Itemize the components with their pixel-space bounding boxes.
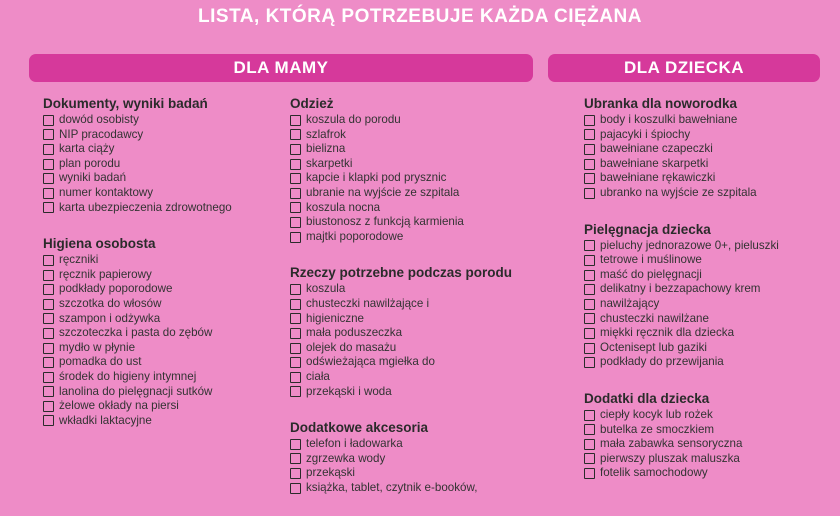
checklist-item-label: higieniczne bbox=[306, 311, 365, 325]
checklist-section bbox=[290, 420, 542, 495]
checklist-item-label: ręcznik papierowy bbox=[59, 267, 152, 281]
checklist-item bbox=[290, 171, 542, 186]
checklist-item bbox=[43, 268, 273, 283]
checklist-section bbox=[584, 222, 820, 370]
checklist-item-label: tetrowe i muślinowe bbox=[600, 253, 702, 267]
checklist-item-label: szczoteczka i pasta do zębów bbox=[59, 326, 213, 340]
checklist-item bbox=[584, 466, 820, 481]
checklist-section bbox=[584, 96, 820, 201]
checklist-item bbox=[584, 408, 820, 423]
checkbox[interactable] bbox=[584, 270, 595, 281]
checklist-item-label: szampon i odżywka bbox=[59, 311, 161, 325]
checkbox[interactable] bbox=[584, 255, 595, 266]
checklist-item-label: odświeżająca mgiełka do bbox=[306, 355, 435, 369]
checklist-item bbox=[584, 312, 820, 327]
checkbox[interactable] bbox=[43, 343, 54, 354]
section-title: Pielęgnacja dziecka bbox=[584, 221, 711, 237]
checkbox[interactable] bbox=[584, 439, 595, 450]
checklist-section bbox=[290, 265, 542, 399]
checkbox[interactable] bbox=[43, 372, 54, 383]
checkbox[interactable] bbox=[290, 144, 301, 155]
checklist-item bbox=[584, 239, 820, 254]
checklist-item-label: mała poduszeczka bbox=[306, 326, 403, 340]
checkbox[interactable] bbox=[584, 159, 595, 170]
checklist-item-label: pajacyki i śpiochy bbox=[600, 127, 691, 141]
checkbox[interactable] bbox=[290, 357, 301, 368]
checklist-item bbox=[290, 370, 542, 385]
section-title: Rzeczy potrzebne podczas porodu bbox=[290, 265, 513, 281]
checklist-item-label: pieluchy jednorazowe 0+, pieluszki bbox=[600, 238, 779, 252]
checklist-item-label: olejek do masażu bbox=[306, 340, 397, 354]
section-title: Ubranka dla noworodka bbox=[584, 96, 738, 111]
checklist-item-label: NIP pracodawcy bbox=[59, 127, 144, 141]
checkbox[interactable] bbox=[290, 299, 301, 310]
checklist-item bbox=[43, 370, 273, 385]
checklist-item-label: majtki poporodowe bbox=[306, 229, 404, 243]
checklist-item-label: zgrzewka wody bbox=[306, 451, 386, 465]
checkbox[interactable] bbox=[290, 188, 301, 199]
banner-dla-dziecka: DLA DZIECKA bbox=[548, 54, 820, 82]
checklist-item bbox=[290, 128, 542, 143]
checklist-item bbox=[584, 186, 820, 201]
checklist-item bbox=[290, 481, 542, 496]
checklist-item bbox=[290, 113, 542, 128]
checkbox[interactable] bbox=[584, 357, 595, 368]
checklist-item bbox=[290, 142, 542, 157]
checklist-item bbox=[290, 201, 542, 216]
checklist-item-label: maść do pielęgnacji bbox=[600, 267, 702, 281]
checkbox[interactable] bbox=[584, 188, 595, 199]
checklist-item bbox=[43, 186, 273, 201]
checklist-item bbox=[43, 385, 273, 400]
checklist-item bbox=[43, 326, 273, 341]
checkbox[interactable] bbox=[290, 328, 301, 339]
checklist-section bbox=[43, 96, 273, 215]
checkbox[interactable] bbox=[43, 255, 54, 266]
checklist-item-label: butelka ze smoczkiem bbox=[600, 422, 715, 436]
checklist-item bbox=[290, 355, 542, 370]
checklist-item-label: koszula bbox=[306, 282, 346, 296]
checklist-item-label: chusteczki nawilżane bbox=[600, 311, 709, 325]
checkbox[interactable] bbox=[584, 343, 595, 354]
checkbox[interactable] bbox=[290, 372, 301, 383]
checkbox[interactable] bbox=[290, 386, 301, 397]
checkbox[interactable] bbox=[43, 188, 54, 199]
checklist-item bbox=[584, 341, 820, 356]
checkbox[interactable] bbox=[43, 284, 54, 295]
checklist-item-label: ręczniki bbox=[59, 253, 99, 267]
banner-dla-mamy: DLA MAMY bbox=[29, 54, 533, 82]
checklist-item-label: ubranko na wyjście ze szpitala bbox=[600, 185, 757, 199]
checkbox[interactable] bbox=[584, 328, 595, 339]
checkbox[interactable] bbox=[584, 313, 595, 324]
checklist-item-label: fotelik samochodowy bbox=[600, 466, 708, 480]
checklist-item-label: karta ciąży bbox=[59, 142, 115, 156]
checkbox[interactable] bbox=[584, 284, 595, 295]
checkbox[interactable] bbox=[43, 202, 54, 213]
checklist-item-label: kapcie i klapki pod prysznic bbox=[306, 171, 447, 185]
checkbox[interactable] bbox=[43, 313, 54, 324]
checkbox[interactable] bbox=[43, 299, 54, 310]
checklist-item bbox=[584, 268, 820, 283]
checkbox[interactable] bbox=[43, 386, 54, 397]
section-title: Dokumenty, wyniki badań bbox=[43, 96, 208, 111]
checklist-item bbox=[43, 312, 273, 327]
checklist-item-label: wkładki laktacyjne bbox=[59, 413, 152, 427]
checklist-item bbox=[43, 128, 273, 143]
checkbox[interactable] bbox=[584, 129, 595, 140]
section-title: Higiena osobosta bbox=[43, 236, 156, 252]
checkbox[interactable] bbox=[43, 357, 54, 368]
checkbox[interactable] bbox=[290, 343, 301, 354]
checklist-item-label: bielizna bbox=[306, 142, 346, 156]
checklist-item bbox=[290, 297, 542, 312]
column-dziecko bbox=[584, 96, 820, 502]
checklist-item-label: bawełniane skarpetki bbox=[600, 156, 709, 170]
checklist-item-label: koszula do porodu bbox=[306, 113, 401, 126]
checklist-item bbox=[43, 142, 273, 157]
checkbox[interactable] bbox=[43, 159, 54, 170]
checklist-item bbox=[584, 297, 820, 312]
checklist-item bbox=[43, 171, 273, 186]
checkbox[interactable] bbox=[43, 328, 54, 339]
checklist-item bbox=[43, 399, 273, 414]
checklist-item-label: podkłady do przewijania bbox=[600, 355, 724, 369]
checklist-item-label: dowód osobisty bbox=[59, 113, 139, 126]
checkbox[interactable] bbox=[43, 115, 54, 126]
checkbox[interactable] bbox=[290, 232, 301, 243]
checklist-item-label: koszula nocna bbox=[306, 200, 381, 214]
checklist-item bbox=[584, 437, 820, 452]
checklist-item bbox=[43, 282, 273, 297]
section-title: Dodatki dla dziecka bbox=[584, 390, 710, 406]
checklist-item bbox=[584, 452, 820, 467]
checklist-item-label: skarpetki bbox=[306, 156, 353, 170]
checklist-item bbox=[584, 142, 820, 157]
checklist-item bbox=[43, 341, 273, 356]
checklist-item-label: wyniki badań bbox=[59, 171, 127, 185]
checklist-item-label: nawilżający bbox=[600, 296, 660, 310]
checklist-item-label: żelowe okłady na piersi bbox=[59, 399, 179, 413]
checkbox[interactable] bbox=[290, 453, 301, 464]
checklist-item bbox=[43, 355, 273, 370]
checkbox[interactable] bbox=[584, 173, 595, 184]
checklist-item bbox=[290, 385, 542, 400]
checkbox[interactable] bbox=[584, 410, 595, 421]
checklist-item-label: bawełniane czapeczki bbox=[600, 142, 713, 156]
checklist-item-label: delikatny i bezzapachowy krem bbox=[600, 282, 761, 296]
checklist-item-label: chusteczki nawilżające i bbox=[306, 296, 430, 310]
checkbox[interactable] bbox=[290, 159, 301, 170]
checklist-item-label: body i koszulki bawełniane bbox=[600, 113, 738, 126]
checklist-item bbox=[43, 157, 273, 172]
checklist-item-label: ubranie na wyjście ze szpitala bbox=[306, 185, 460, 199]
checklist-item-label: mydło w płynie bbox=[59, 340, 136, 354]
checklist-item bbox=[584, 157, 820, 172]
page-title: LISTA, KTÓRĄ POTRZEBUJE KAŻDA CIĘŻANA bbox=[198, 6, 642, 27]
checklist-item bbox=[290, 452, 542, 467]
checklist-item-label: bawełniane rękawiczki bbox=[600, 171, 716, 185]
column-mama-2 bbox=[290, 96, 542, 516]
checklist-item-label: karta ubezpieczenia zdrowotnego bbox=[59, 200, 232, 214]
checkbox[interactable] bbox=[290, 483, 301, 494]
checkbox[interactable] bbox=[43, 415, 54, 426]
checklist-item bbox=[290, 282, 542, 297]
checklist-item bbox=[584, 282, 820, 297]
checklist-item-label: środek do higieny intymnej bbox=[59, 369, 197, 383]
checkbox[interactable] bbox=[43, 401, 54, 412]
checkbox[interactable] bbox=[290, 115, 301, 126]
checkbox[interactable] bbox=[43, 270, 54, 281]
checklist-item-label: pierwszy pluszak maluszka bbox=[600, 451, 740, 465]
checklist-item-label: telefon i ładowarka bbox=[306, 437, 403, 451]
checklist-item bbox=[584, 128, 820, 143]
checklist-item-label: plan porodu bbox=[59, 156, 121, 170]
checklist-item bbox=[43, 253, 273, 268]
checklist-item bbox=[290, 312, 542, 327]
checkbox[interactable] bbox=[584, 299, 595, 310]
checklist-item bbox=[584, 253, 820, 268]
checklist-item bbox=[290, 230, 542, 245]
checkbox[interactable] bbox=[290, 173, 301, 184]
checkbox[interactable] bbox=[584, 424, 595, 435]
checklist-item bbox=[43, 113, 273, 128]
checklist-item bbox=[43, 201, 273, 216]
checkbox[interactable] bbox=[584, 453, 595, 464]
checkbox[interactable] bbox=[584, 115, 595, 126]
checkbox[interactable] bbox=[584, 144, 595, 155]
section-title: Dodatkowe akcesoria bbox=[290, 420, 429, 436]
checklist-item-label: lanolina do pielęgnacji sutków bbox=[59, 384, 213, 398]
checklist-item bbox=[584, 113, 820, 128]
checkbox[interactable] bbox=[43, 144, 54, 155]
checklist-section bbox=[290, 96, 542, 244]
checklist-item bbox=[43, 297, 273, 312]
checklist-item bbox=[584, 326, 820, 341]
checklist-item bbox=[584, 171, 820, 186]
checklist-item-label: numer kontaktowy bbox=[59, 185, 154, 199]
checklist-item bbox=[584, 423, 820, 438]
checklist-item-label: pomadka do ust bbox=[59, 355, 142, 369]
checklist-item-label: szlafrok bbox=[306, 127, 346, 141]
checklist-item bbox=[290, 186, 542, 201]
checklist-item bbox=[290, 437, 542, 452]
checkbox[interactable] bbox=[584, 468, 595, 479]
checklist-item bbox=[290, 326, 542, 341]
checklist-item bbox=[290, 341, 542, 356]
checkbox[interactable] bbox=[290, 284, 301, 295]
checklist-item bbox=[290, 466, 542, 481]
checklist-item-label: miękki ręcznik dla dziecka bbox=[600, 326, 735, 340]
section-title: Odzież bbox=[290, 96, 334, 111]
checklist-item-label: przekąski bbox=[306, 466, 355, 480]
checkbox[interactable] bbox=[290, 468, 301, 479]
checklist-item-label: ciała bbox=[306, 369, 330, 383]
checklist-item-label: książka, tablet, czytnik e-booków, bbox=[306, 480, 478, 494]
checkbox[interactable] bbox=[290, 439, 301, 450]
checklist-item-label: biustonosz z funkcją karmienia bbox=[306, 215, 464, 229]
checklist-item bbox=[584, 355, 820, 370]
checklist-section bbox=[43, 236, 273, 428]
column-mama-1 bbox=[43, 96, 273, 449]
checklist-item-label: przekąski i woda bbox=[306, 384, 392, 398]
checkbox[interactable] bbox=[43, 173, 54, 184]
checklist-item-label: ciepły kocyk lub rożek bbox=[600, 407, 713, 421]
checklist-item bbox=[43, 414, 273, 429]
checkbox[interactable] bbox=[290, 313, 301, 324]
checklist-item-label: Octenisept lub gaziki bbox=[600, 340, 707, 354]
checkbox[interactable] bbox=[290, 129, 301, 140]
checklist-item bbox=[290, 157, 542, 172]
checkbox[interactable] bbox=[584, 240, 595, 251]
checklist-section bbox=[584, 391, 820, 481]
checkbox[interactable] bbox=[290, 202, 301, 213]
checklist-item-label: szczotka do włosów bbox=[59, 296, 162, 310]
checkbox[interactable] bbox=[43, 129, 54, 140]
checkbox[interactable] bbox=[290, 217, 301, 228]
checklist-item bbox=[290, 215, 542, 230]
checklist-item-label: podkłady poporodowe bbox=[59, 282, 173, 296]
checklist-item-label: mała zabawka sensoryczna bbox=[600, 437, 743, 451]
